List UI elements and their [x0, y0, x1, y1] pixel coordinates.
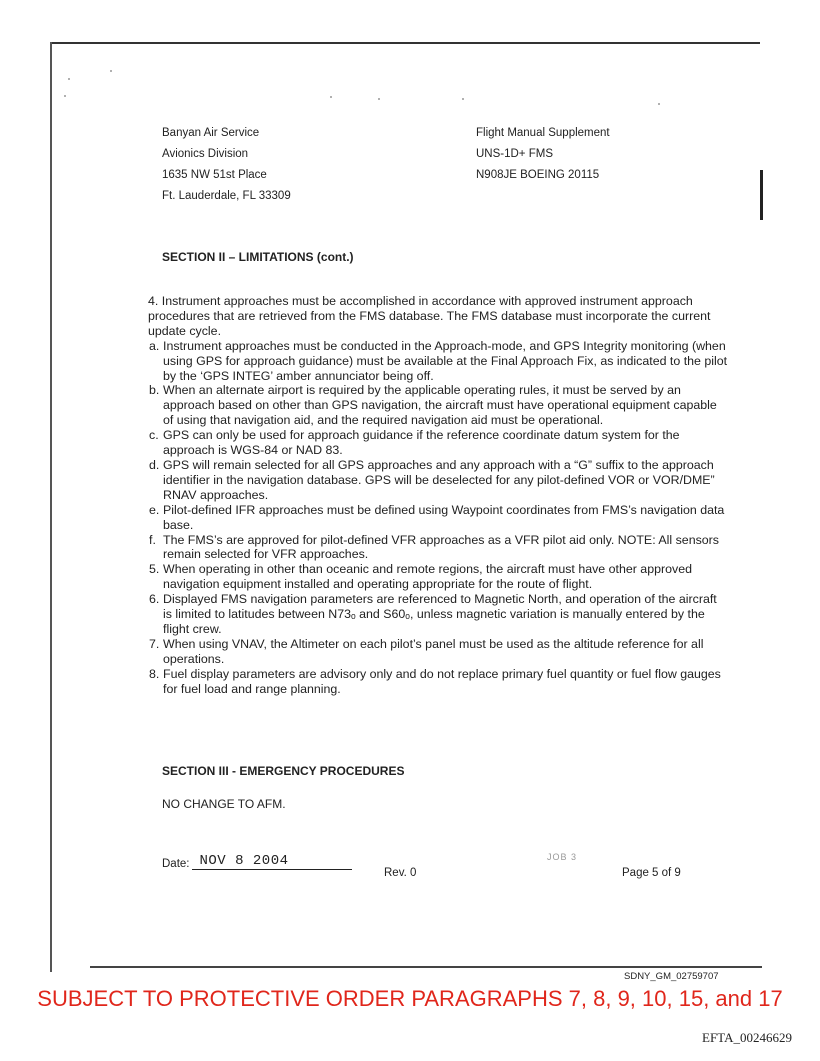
list-marker: 8.: [149, 666, 160, 681]
document-type: Flight Manual Supplement: [476, 127, 610, 139]
limitations-body: [148, 294, 728, 696]
street-address: 1635 NW 51st Place: [162, 169, 267, 181]
list-marker: 5.: [149, 562, 160, 577]
list-marker: e.: [149, 502, 160, 517]
list-item: [148, 562, 728, 592]
list-item-text: Instrument approaches must be conducted in the Approach-mode, and GPS Integrity monitoring (when using GPS for approach guidance) must be available at the Final Approach Fix, as indicated to the pilot by the ‘GPS INTEG’ amber annunciator being off.: [163, 338, 728, 383]
scan-speck: [68, 78, 70, 80]
list-marker: 6.: [149, 592, 160, 607]
company-name: Banyan Air Service: [162, 127, 260, 139]
list-item: [148, 533, 728, 563]
efta-number: EFTA_00246629: [702, 1030, 792, 1045]
faint-stamp: JOB 3: [547, 852, 578, 862]
list-marker: b.: [149, 383, 160, 398]
date-stamp: NOV 8 2004: [192, 853, 352, 870]
equipment-model: UNS-1D+ FMS: [476, 148, 553, 160]
list-item-text: GPS can only be used for approach guidance if the reference coordinate datum system for the approach is WGS-84 or NAD 83.: [163, 428, 680, 458]
list-item-text: Displayed FMS navigation parameters are referenced to Magnetic North, and operation of the aircraft is limited to latitudes between N73ₒ and S60ₒ, unless magnetic variation is manually entered by the flight crew.: [163, 592, 717, 636]
revision-number: Rev. 0: [384, 867, 417, 879]
list-item: [148, 667, 728, 697]
list-item-text: The FMS’s are approved for pilot-defined VFR approaches as a VFR pilot aid only. NOTE: All sensors remain selected for VFR approaches.: [163, 532, 719, 562]
list-item-text: GPS will remain selected for all GPS approaches and any approach with a “G” suffix to the approach identifier in the navigation database. GPS will be deselected for any pilot-defined VOR or VOR/DME” RNAV approaches.: [163, 457, 715, 502]
page-border-right-mark: [760, 170, 763, 220]
aircraft-registration: N908JE BOEING 20115: [476, 169, 600, 181]
list-marker: 7.: [149, 636, 160, 651]
list-item-text: Pilot-defined IFR approaches must be defined using Waypoint coordinates from FMS’s navigation data base.: [163, 502, 725, 532]
limitation-4-intro: 4. Instrument approaches must be accomplished in accordance with approved instrument approach procedures that are retrieved from the FMS database. The FMS database must incorporate the current update cycle.: [148, 294, 711, 338]
list-item: [148, 383, 728, 428]
list-item-text: Fuel display parameters are advisory only and do not replace primary fuel quantity or fuel flow gauges for fuel load and range planning.: [163, 666, 721, 696]
list-marker: a.: [149, 338, 160, 353]
scan-speck: [330, 96, 332, 98]
scan-speck: [462, 98, 464, 100]
list-marker: c.: [149, 428, 159, 443]
list-item: [148, 503, 728, 533]
page-border-top: [50, 42, 760, 44]
bates-number: SDNY_GM_02759707: [624, 971, 719, 982]
date-label: Date:: [162, 858, 190, 870]
list-marker: f.: [149, 532, 156, 547]
division-name: Avionics Division: [162, 148, 249, 160]
list-item-text: When an alternate airport is required by the applicable operating rules, it must be served by an approach based on other than GPS navigation, the aircraft must have operational equipment capable of using that navigation aid, and the required navigation aid must be operational.: [163, 383, 717, 428]
list-item: [148, 637, 728, 667]
protective-order-notice: SUBJECT TO PROTECTIVE ORDER PARAGRAPHS 7, 8, 9, 10, 15, and 17: [37, 986, 783, 1011]
limitations-list: [148, 339, 728, 697]
page-border-bottom: [90, 966, 762, 968]
list-item: [148, 339, 728, 384]
list-item: [148, 458, 728, 503]
section-3-text: NO CHANGE TO AFM.: [162, 797, 286, 811]
section-3-title: SECTION III - EMERGENCY PROCEDURES: [162, 764, 405, 778]
scan-speck: [378, 98, 380, 100]
list-item-text: When using VNAV, the Altimeter on each pilot’s panel must be used as the altitude reference for all operations.: [163, 636, 704, 666]
list-marker: d.: [149, 457, 160, 472]
section-2-title: SECTION II – LIMITATIONS (cont.): [162, 250, 354, 264]
page-border-left: [50, 42, 52, 972]
sender-address-block: [162, 123, 291, 207]
scan-speck: [64, 95, 66, 97]
scan-speck: [110, 70, 112, 72]
document-id-block: [476, 123, 610, 186]
page-number: Page 5 of 9: [622, 867, 681, 879]
scan-speck: [658, 103, 660, 105]
date-field: [162, 853, 352, 870]
list-item: [148, 428, 728, 458]
list-item: [148, 592, 728, 637]
city-state-zip: Ft. Lauderdale, FL 33309: [162, 190, 291, 202]
list-item-text: When operating in other than oceanic and remote regions, the aircraft must have other approved navigation equipment installed and operating appropriate for the route of flight.: [163, 562, 692, 592]
